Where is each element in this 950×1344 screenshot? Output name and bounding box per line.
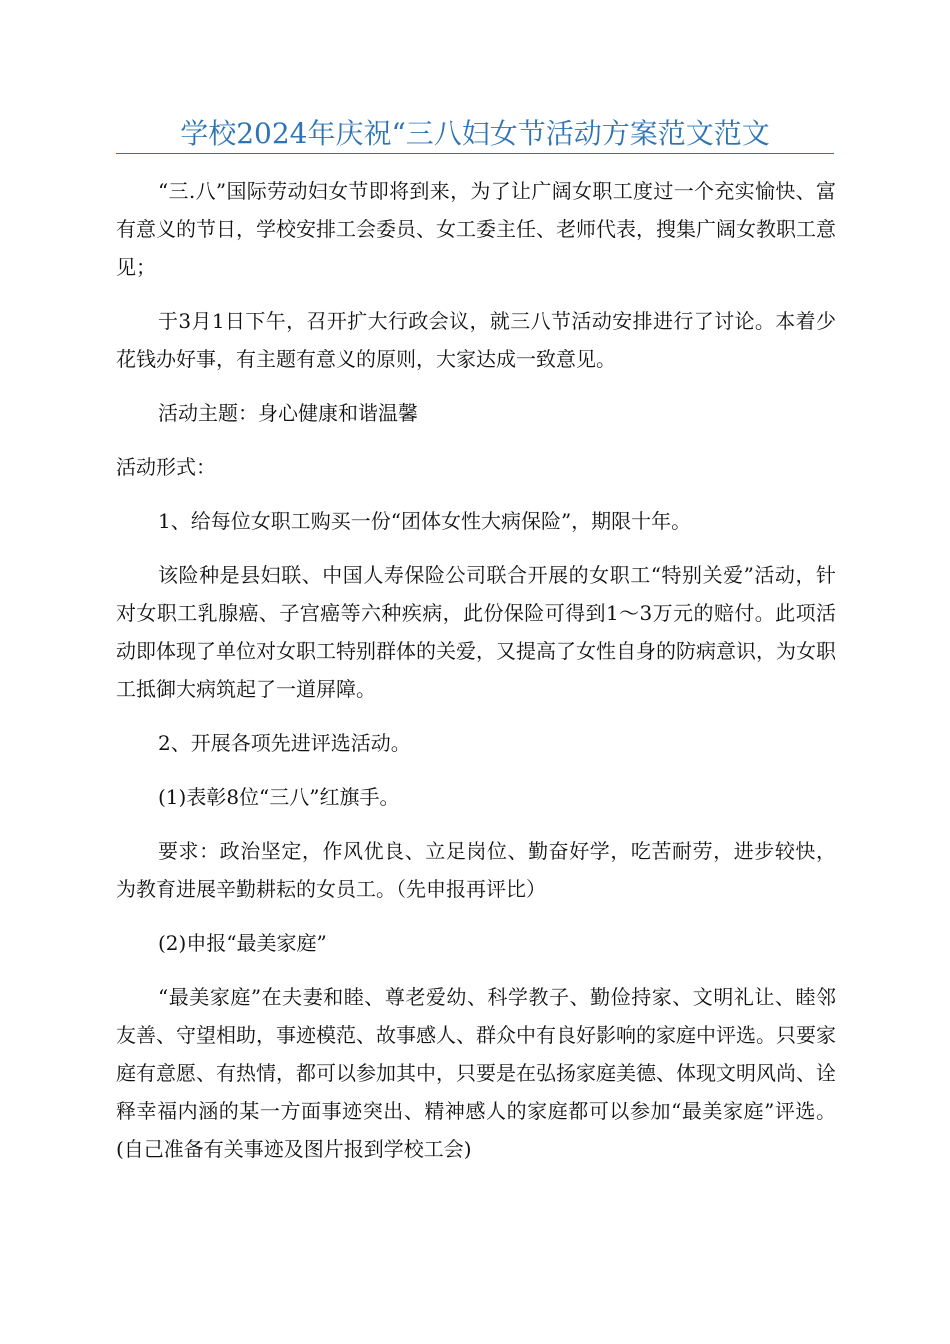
paragraph-form-heading: 活动形式： [116,455,216,479]
paragraph-insurance-detail: 该险种是县妇联、中国人寿保险公司联合开展的女职工“特别关爱”活动，针对女职工乳腺癌、子宫癌等六种疾病，此份保险可得到1～3万元的赔付。此项活动即体现了单位对女职工特别群体的关爱，又提高了女性自身的防病意识，为女职工抵御大病筑起了一道屏障。 [116,563,836,701]
title-underline [116,153,834,154]
paragraph-intro: “三.八”国际劳动妇女节即将到来，为了让广阔女职工度过一个充实愉快、富有意义的节日，学校安排工会委员、女工委主任、老师代表，搜集广阔女教职工意见； [116,179,836,279]
paragraph-meeting: 于3月1日下午，召开扩大行政会议，就三八节活动安排进行了讨论。本着少花钱办好事，有主题有意义的原则，大家达成一致意见。 [116,309,836,371]
paragraph-requirements: 要求：政治坚定，作风优良、立足岗位、勤奋好学，吃苦耐劳，进步较快，为教育进展辛勤耕耘的女员工。（先申报再评比） [116,839,836,901]
document-body [116,172,836,1184]
document-title: 学校2024年庆祝“三八妇女节活动方案范文范文 [180,117,770,150]
paragraph-item-1: 1、给每位女职工购买一份“团体女性大病保险”，期限十年。 [158,509,692,533]
paragraph-family-detail: “最美家庭”在夫妻和睦、尊老爱幼、科学教子、勤俭持家、文明礼让、睦邻友善、守望相助，事迹模范、故事感人、群众中有良好影响的家庭中评选。只要家庭有意愿、有热情，都可以参加其中，只要是在弘扬家庭美德、体现文明风尚、诠释幸福内涵的某一方面事迹突出、精神感人的家庭都可以参加“最美家庭”评选。(自己准备有关事迹及图片报到学校工会) [116,985,836,1161]
paragraph-subitem-2: (2)申报“最美家庭” [158,931,327,955]
paragraph-subitem-1: (1)表彰8位“三八”红旗手。 [158,785,400,809]
paragraph-item-2: 2、开展各项先进评选活动。 [158,731,411,755]
paragraph-theme: 活动主题：身心健康和谐温馨 [158,401,418,425]
